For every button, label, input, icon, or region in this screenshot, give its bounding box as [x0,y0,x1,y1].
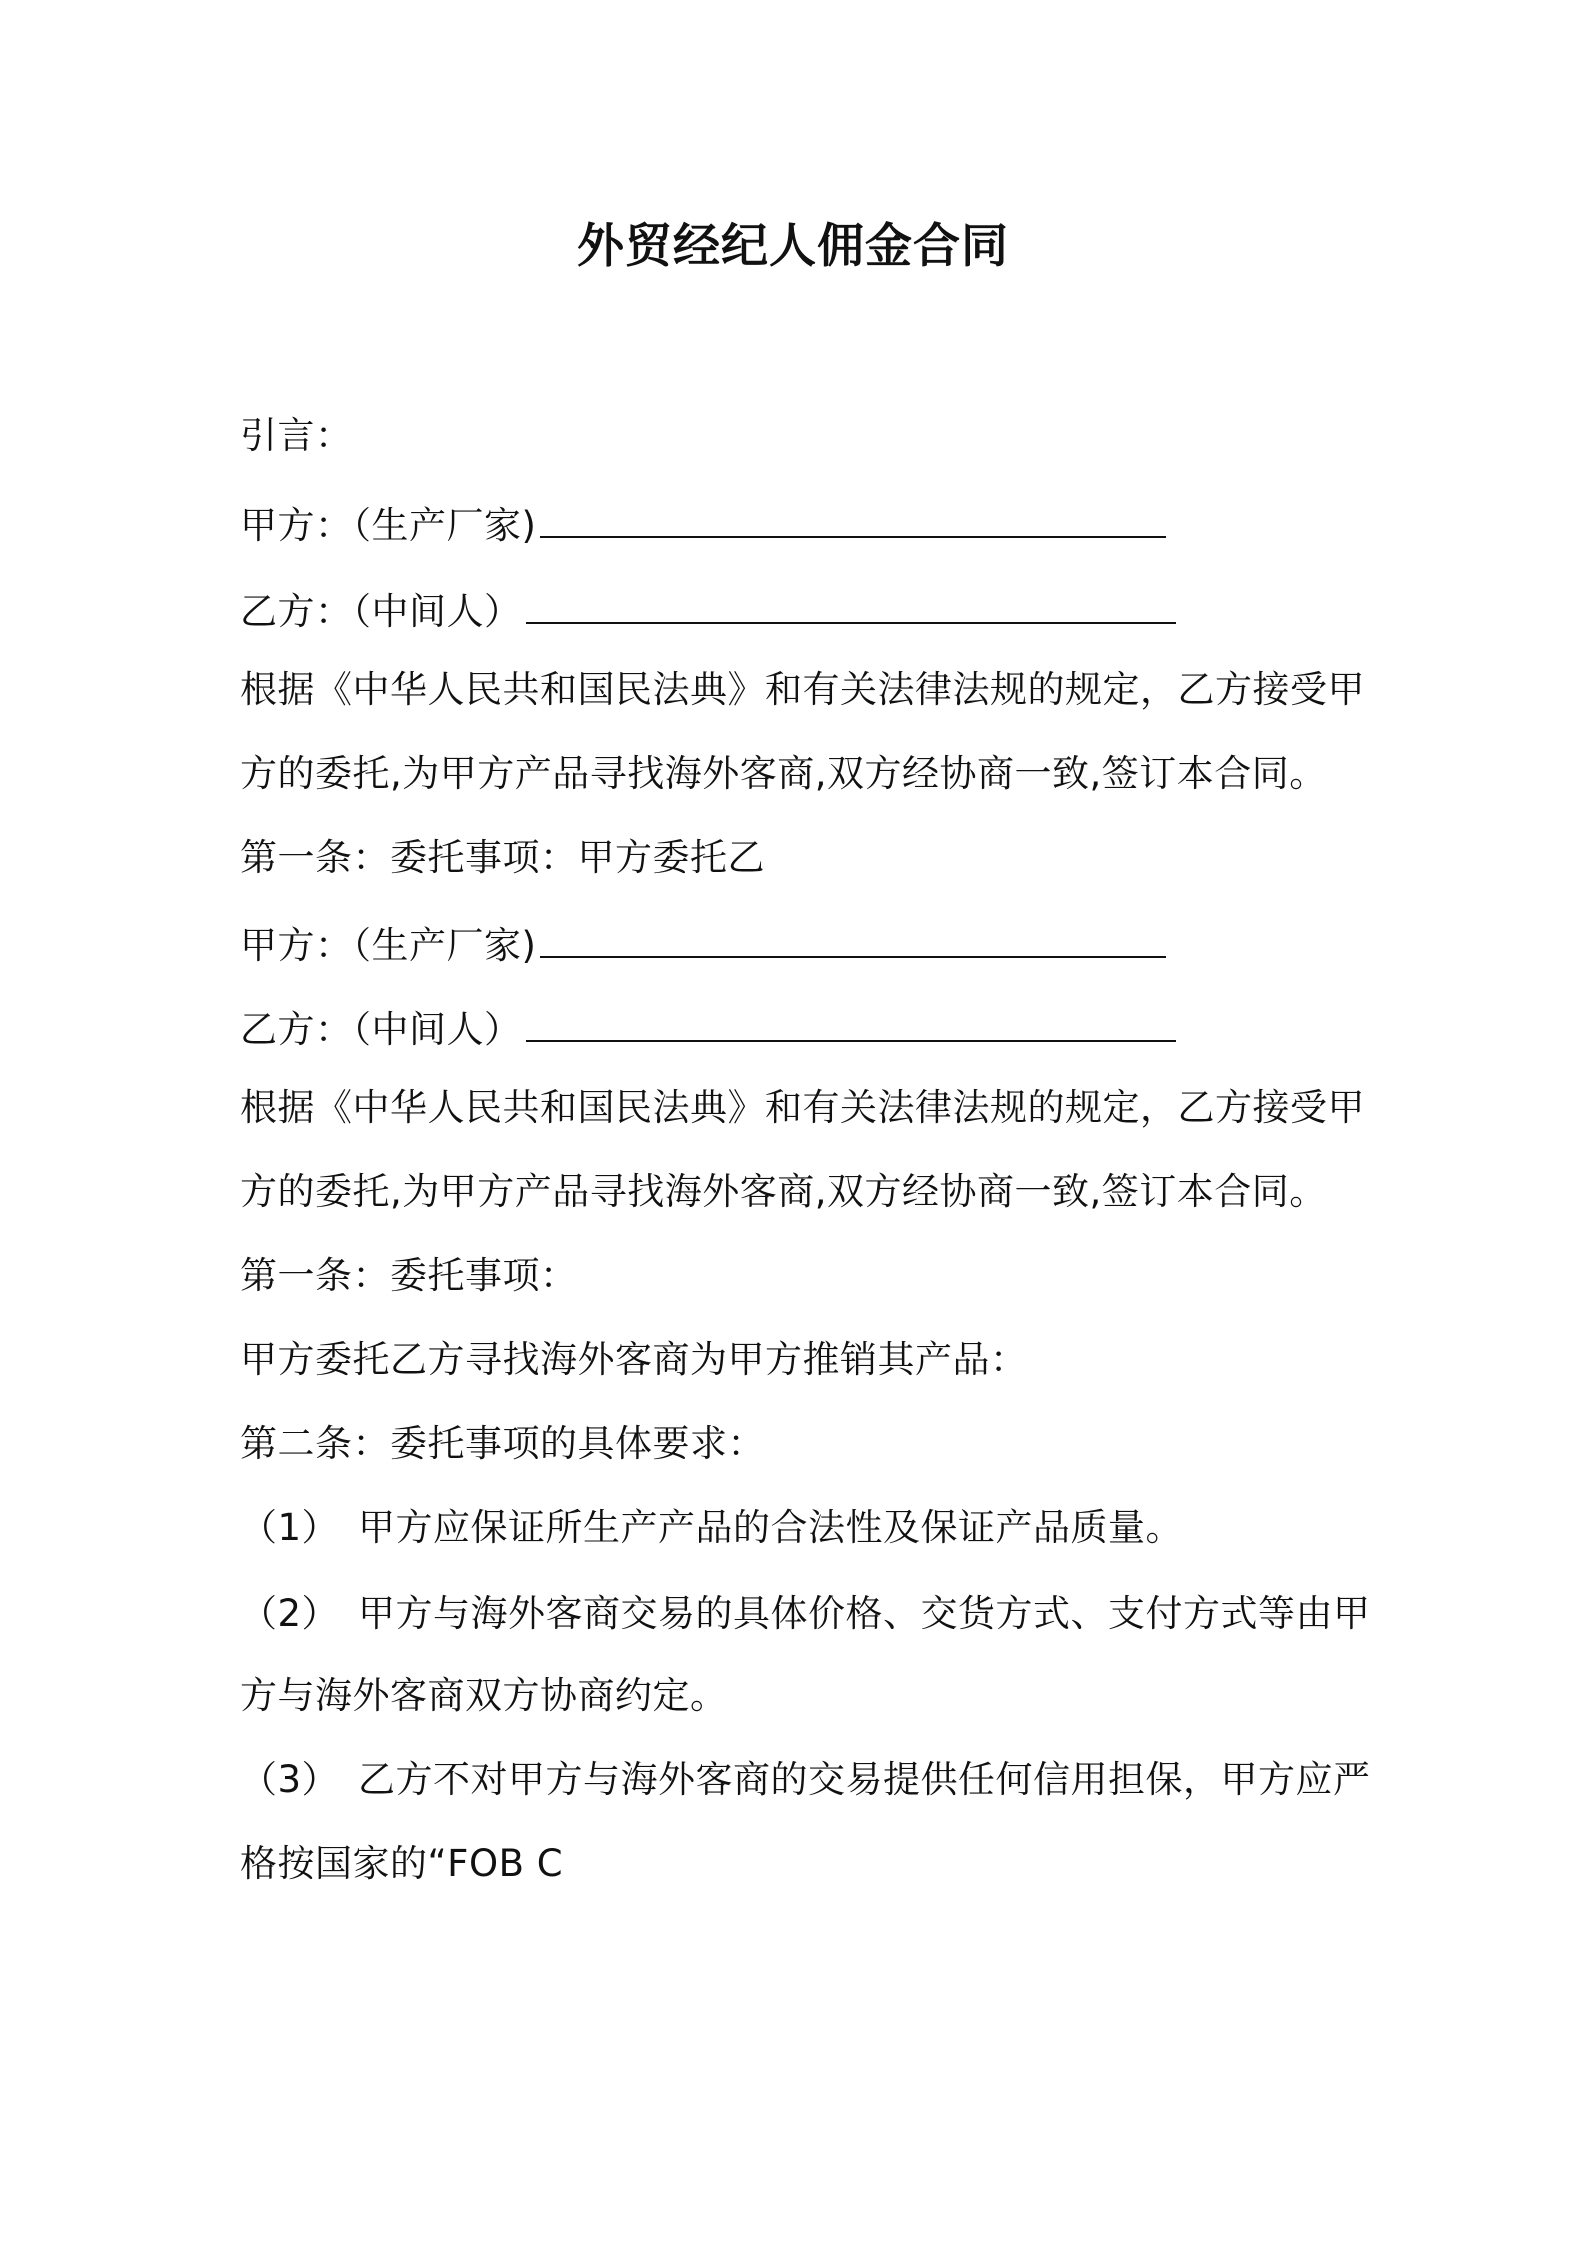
party-b-field: 乙方：（中间人） [240,586,1176,638]
article-heading: 第二条：委托事项的具体要求： [240,1422,765,1465]
intro-heading: 引言： [240,414,353,457]
article-heading: 第一条：委托事项： [240,1254,578,1297]
paragraph-line: 方的委托,为甲方产品寻找海外客商,双方经协商一致,签订本合同。 [240,1170,1327,1213]
party-a-field: 甲方：（生产厂家) [240,500,1166,552]
party-a-blank [540,506,1166,538]
paragraph-line: 格按国家的“FOB C [240,1842,564,1885]
paragraph-line: 根据《中华人民共和国民法典》和有关法律法规的规定，乙方接受甲 [240,1086,1365,1129]
party-a-field: 甲方：（生产厂家) [240,920,1166,972]
party-b-field: 乙方：（中间人） [240,1004,1176,1056]
document-title: 外贸经纪人佣金合同 [577,219,1009,274]
party-a-blank [540,926,1166,958]
list-item: （2） 甲方与海外客商交易的具体价格、交货方式、支付方式等由甲 [240,1592,1371,1635]
paragraph-line: 方的委托,为甲方产品寻找海外客商,双方经协商一致,签订本合同。 [240,752,1327,795]
party-b-blank [526,1010,1176,1042]
list-item: （3） 乙方不对甲方与海外客商的交易提供任何信用担保，甲方应严 [240,1758,1371,1801]
paragraph-line: 甲方委托乙方寻找海外客商为甲方推销其产品： [240,1338,1028,1381]
party-b-blank [526,592,1176,624]
article-heading: 第一条：委托事项：甲方委托乙 [240,836,765,879]
paragraph-line: 根据《中华人民共和国民法典》和有关法律法规的规定，乙方接受甲 [240,668,1365,711]
list-item: （1） 甲方应保证所生产产品的合法性及保证产品质量。 [240,1506,1184,1549]
paragraph-line: 方与海外客商双方协商约定。 [240,1674,728,1717]
